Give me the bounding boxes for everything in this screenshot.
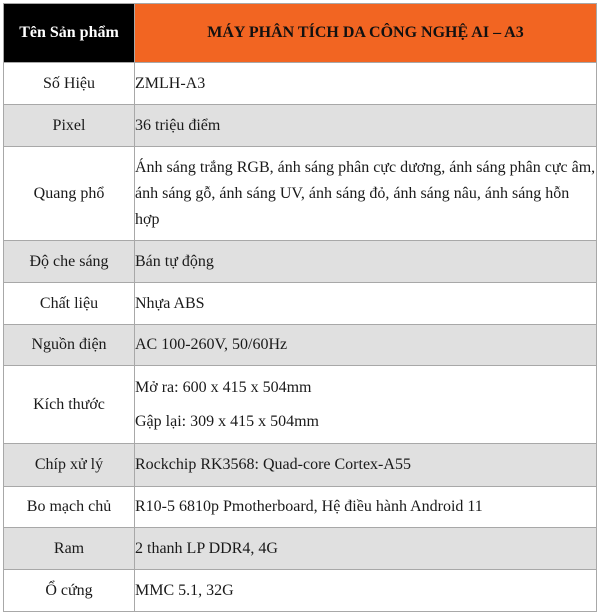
table-row [4, 241, 597, 283]
row-value: Rockchip RK3568: Quad-core Cortex-A55 [135, 444, 597, 487]
table-row [4, 570, 597, 612]
row-label: Bo mạch chủ [4, 487, 135, 528]
table-row [4, 105, 597, 147]
row-label: Pixel [4, 105, 135, 147]
row-label: Nguồn điện [4, 325, 135, 366]
table-row [4, 325, 597, 366]
table-header-row [4, 4, 597, 63]
spectrum-text: Ánh sáng trắng RGB, ánh sáng phân cực dương, ánh sáng phân cực âm, ánh sáng gỗ, ánh sáng UV, ánh sáng đỏ, ánh sáng nâu, ánh sáng hỗn hợp [135, 158, 596, 228]
row-value: Nhựa ABS [135, 283, 597, 325]
row-value: Bán tự động [135, 241, 597, 283]
table-row [4, 528, 597, 570]
table-row [4, 487, 597, 528]
row-value: 2 thanh LP DDR4, 4G [135, 528, 597, 570]
row-label: Số Hiệu [4, 63, 135, 105]
row-value: ZMLH-A3 [135, 63, 597, 105]
row-value [135, 147, 597, 241]
row-label: Chíp xử lý [4, 444, 135, 487]
dimension-open: Mở ra: 600 x 415 x 504mm [135, 378, 312, 396]
row-label: Quang phổ [4, 147, 135, 241]
spec-table [3, 3, 597, 612]
table-row [4, 147, 597, 241]
row-value [135, 366, 597, 444]
row-value: MMC 5.1, 32G [135, 570, 597, 612]
row-label: Kích thước [4, 366, 135, 444]
table-row [4, 444, 597, 487]
table-row [4, 63, 597, 105]
row-label: Ram [4, 528, 135, 570]
row-value: R10-5 6810p Pmotherboard, Hệ điều hành Android 11 [135, 487, 597, 528]
row-label: Ổ cứng [4, 570, 135, 612]
header-label-cell: Tên Sản phẩm [4, 4, 135, 63]
table-row [4, 366, 597, 444]
row-label: Chất liệu [4, 283, 135, 325]
dimension-folded: Gập lại: 309 x 415 x 504mm [135, 412, 319, 430]
table-row [4, 283, 597, 325]
row-value: 36 triệu điểm [135, 105, 597, 147]
product-title-cell: MÁY PHÂN TÍCH DA CÔNG NGHỆ AI – A3 [135, 4, 597, 63]
row-value: AC 100-260V, 50/60Hz [135, 325, 597, 366]
row-label: Độ che sáng [4, 241, 135, 283]
